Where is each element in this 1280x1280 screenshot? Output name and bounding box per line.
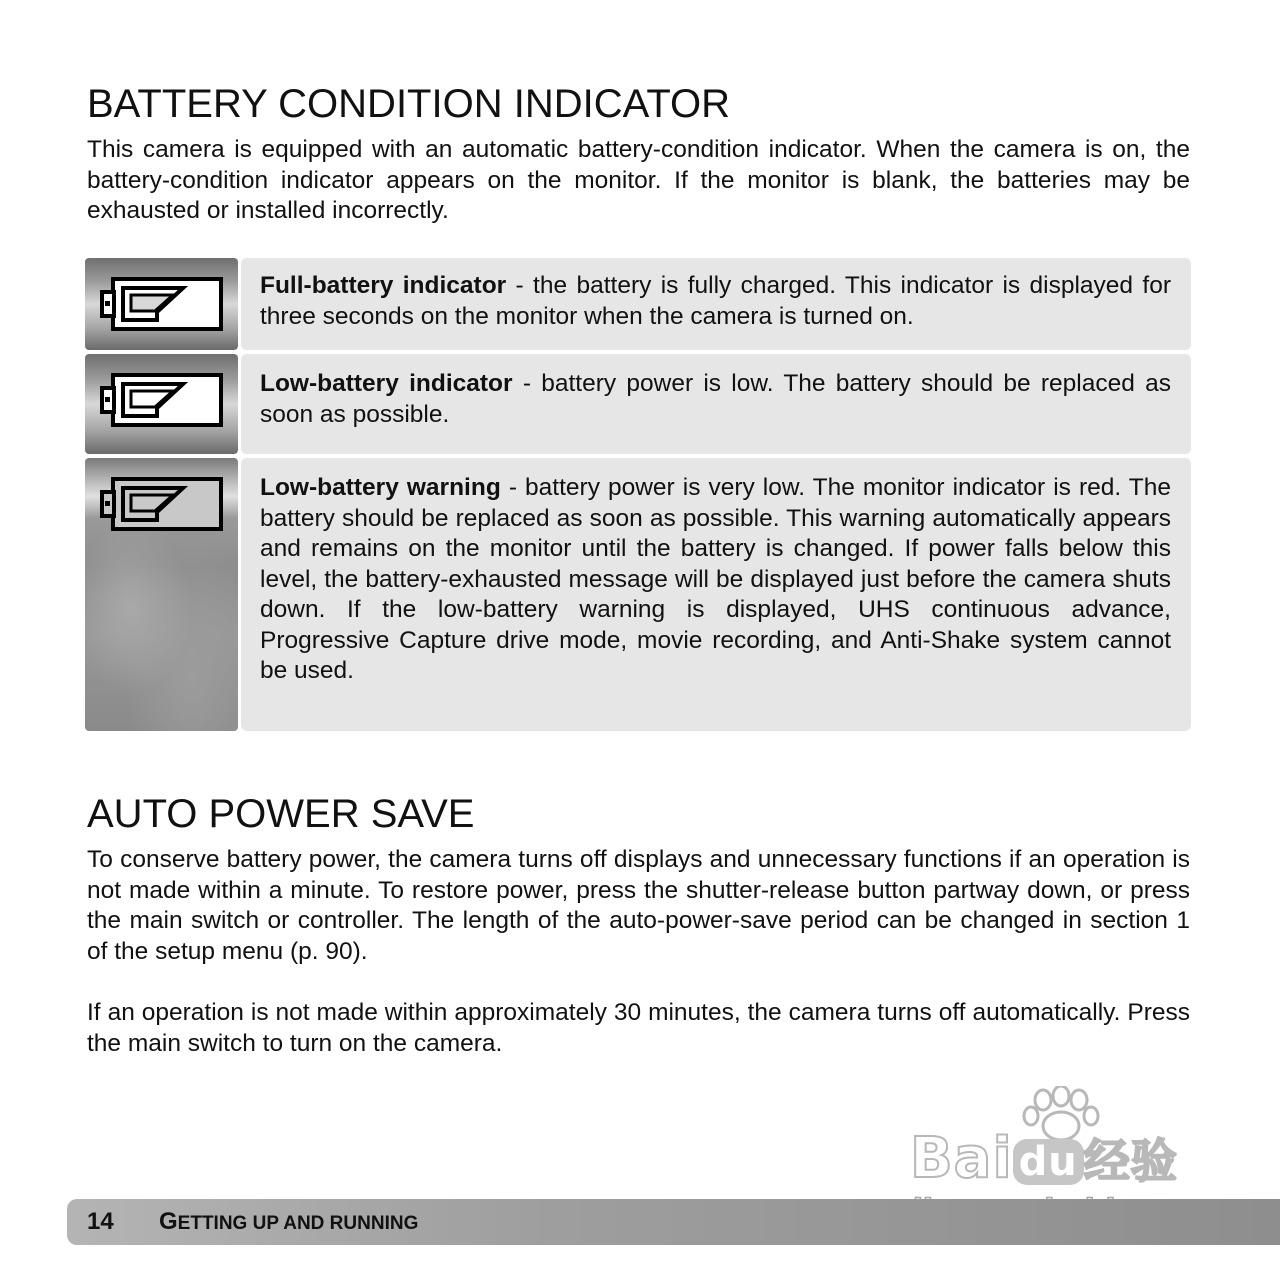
indicator-name: Low-battery indicator [260, 370, 513, 397]
battery-warning-icon [99, 476, 224, 532]
indicator-panel-low [241, 354, 1191, 454]
section-title-rest: ETTING UP AND RUNNING [177, 1213, 419, 1234]
indicator-description: - battery power is very low. The monitor indicator is red. The battery should be replaced as soon as possible. This warning automatically appears and remains on the monitor until the battery is changed. If power falls below this level, the battery-exhausted message will be displayed just before the camera shuts down. If the low-battery warning is displayed, UHS continuous advance, Progressive Capture drive mode, movie recording, and Anti-Shake system cannot be used. [260, 474, 1171, 684]
watermark-brand-cn: 经验 [1083, 1134, 1178, 1188]
indicator-row-full [85, 258, 1191, 350]
indicator-panel-warning [241, 458, 1191, 731]
watermark-brand [910, 1125, 1178, 1191]
indicator-name: Full-battery indicator [260, 272, 507, 299]
indicator-description: - battery power is low. The battery should be replaced as soon as possible. [260, 370, 1171, 428]
power-save-paragraph-1: To conserve battery power, the camera turns off displays and unnecessary functions if an operation is not made within a minute. To restore power, press the shutter-release button partway down, or press the main switch or controller. The length of the auto-power-save period can be changed in section 1 of the setup menu (p. 90). [87, 846, 1190, 965]
section-title-initial: G [159, 1208, 178, 1235]
battery-thumbnail [85, 354, 238, 454]
indicator-row-low [85, 354, 1191, 454]
indicator-row-warning [85, 458, 1191, 731]
indicator-panel-full [241, 258, 1191, 350]
battery-thumbnail [85, 258, 238, 350]
indicator-name: Low-battery warning [260, 474, 501, 501]
page-footer [67, 1199, 1280, 1245]
low-battery-icon [99, 372, 224, 428]
full-battery-icon [99, 276, 224, 332]
power-save-paragraph-2: If an operation is not made within approximately 30 minutes, the camera turns off automatically. Press the main switch to turn on the camera. [87, 999, 1190, 1057]
page-number: 14 [87, 1208, 114, 1235]
battery-thumbnail [85, 458, 238, 731]
power-save-heading: AUTO POWER SAVE [87, 792, 475, 836]
section-title [159, 1208, 418, 1236]
watermark-brand-left: Bai [910, 1126, 1013, 1191]
battery-heading: BATTERY CONDITION INDICATOR [87, 82, 731, 126]
battery-intro: This camera is equipped with an automatic battery-condition indicator. When the camera is on, the battery-condition indicator appears on the monitor. If the monitor is blank, the batteries may be exhausted or installed incorrectly. [87, 136, 1190, 224]
watermark-brand-du: du [1013, 1139, 1084, 1185]
indicator-description: - the battery is fully charged. This indicator is displayed for three seconds on the monitor when the camera is turned on. [260, 272, 1171, 330]
